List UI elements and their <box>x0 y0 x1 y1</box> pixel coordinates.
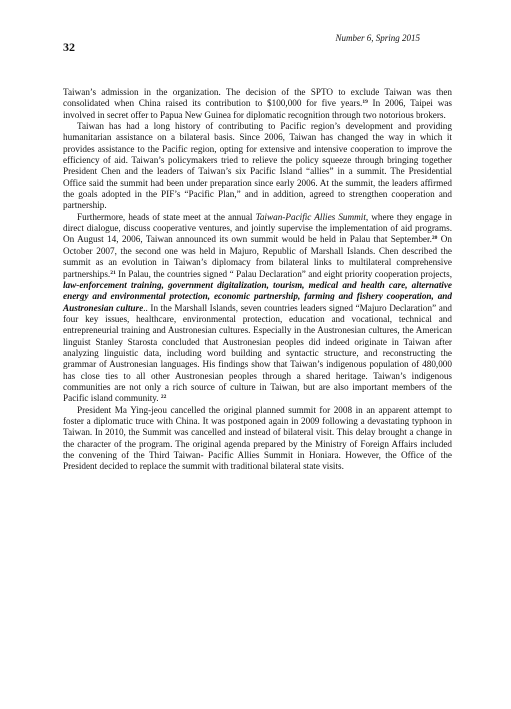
page-number: 32 <box>63 40 75 54</box>
paragraph-1 <box>63 87 452 121</box>
paragraph-1-part-b: In 2006, Taipei was involved in secret offer to Papua New Guinea for diplomatic recognition through two notorious brokers. <box>63 98 452 120</box>
footnote-ref-21: 21 <box>110 269 116 276</box>
paragraph-3 <box>63 212 452 405</box>
paragraph-2: Taiwan has had a long history of contributing to Pacific region’s development and providing humanitarian assistance on a bilateral basis. Since 2006, Taiwan has changed the way in which it provides assistance to the Pacific region, opting for extensive and intensive cooperation to improve the efficiency of aid. Taiwan’s policymakers tried to relieve the policy squeeze through bringing together President Chen and the leaders of Taiwan’s six Pacific Island “allies” in a summit. The Presidential Office said the summit had been under preparation since early 2006. At the summit, the leaders affirmed the goals adopted in the PIF’s “Pacific Plan,” and in addition, agreed to strengthen cooperation and partnership. <box>63 121 452 211</box>
cooperation-projects-list: law-enforcement training, government digitalization, tourism, medical and health care, alternative energy and environmental protection, economic partnership, farming and fishery cooperation, and Austronesian culture <box>63 279 452 313</box>
running-header: Number 6, Spring 2015 <box>335 33 420 43</box>
footnote-ref-20: 20 <box>431 235 438 242</box>
body-text <box>63 87 452 473</box>
paragraph-3-part-d: In Palau, the countries signed “ Palau Declaration” and eight priority cooperation projects, <box>115 268 452 279</box>
footnote-ref-19: 19 <box>362 99 368 106</box>
footnote-ref-22: 22 <box>160 394 167 401</box>
paragraph-1-part-a: Taiwan’s admission in the organization. The decision of the SPTO to exclude Taiwan was then consolidated when China raised its contribution to $100,000 for five years. <box>63 87 452 109</box>
paragraph-3-part-a: Furthermore, heads of state meet at the annual <box>77 211 256 222</box>
paragraph-3-part-e: .. In the Marshall Islands, seven countries leaders signed “Majuro Declaration” and four key issues, healthcare, environmental protection, education and vocational, technical and entrepreneurial training and Austronesian cultures. Especially in the Austronesian cultures, the American linguist Stanley Starosta concluded that Austronesian peoples did indeed originate in Taiwan after analyzing linguistic data, including word building and syntactic structure, and reconstructing the grammar of Austronesian languages. His findings show that Taiwan’s indigenous population of 480,000 has close ties to all other Austronesian peoples through a shared heritage. Taiwan’s indigenous communities are not only a rich source of culture in Taiwan, but are also important members of the Pacific island community. <box>63 302 453 404</box>
paragraph-3-part-b: , where they engage in direct dialogue, discuss cooperative ventures, and jointly supervise the implementation of aid programs. On August 14, 2006, Taiwan announced its own summit would be held in Palau that September. <box>63 211 452 245</box>
paragraph-4: President Ma Ying-jeou cancelled the original planned summit for 2008 in an apparent attempt to foster a diplomatic truce with China. It was postponed again in 2009 following a devastating typhoon in Taiwan. In 2010, the Summit was cancelled and instead of bilateral visit. This delay brought a change in the character of the program. The original agenda prepared by the Ministry of Foreign Affairs included the convening of the Third Taiwan- Pacific Allies Summit in Honiara. However, the Office of the President decided to replace the summit with traditional bilateral state visits. <box>63 404 452 472</box>
summit-name: Taiwan-Pacific Allies Summit <box>255 211 366 222</box>
paragraph-3-part-c: On October 2007, the second one was held in Majuro, Republic of Marshall Islands. Chen described the summit as an evolution in Taiwan’s diplomacy from bilateral links to multilateral comprehensive partnerships. <box>63 234 453 279</box>
